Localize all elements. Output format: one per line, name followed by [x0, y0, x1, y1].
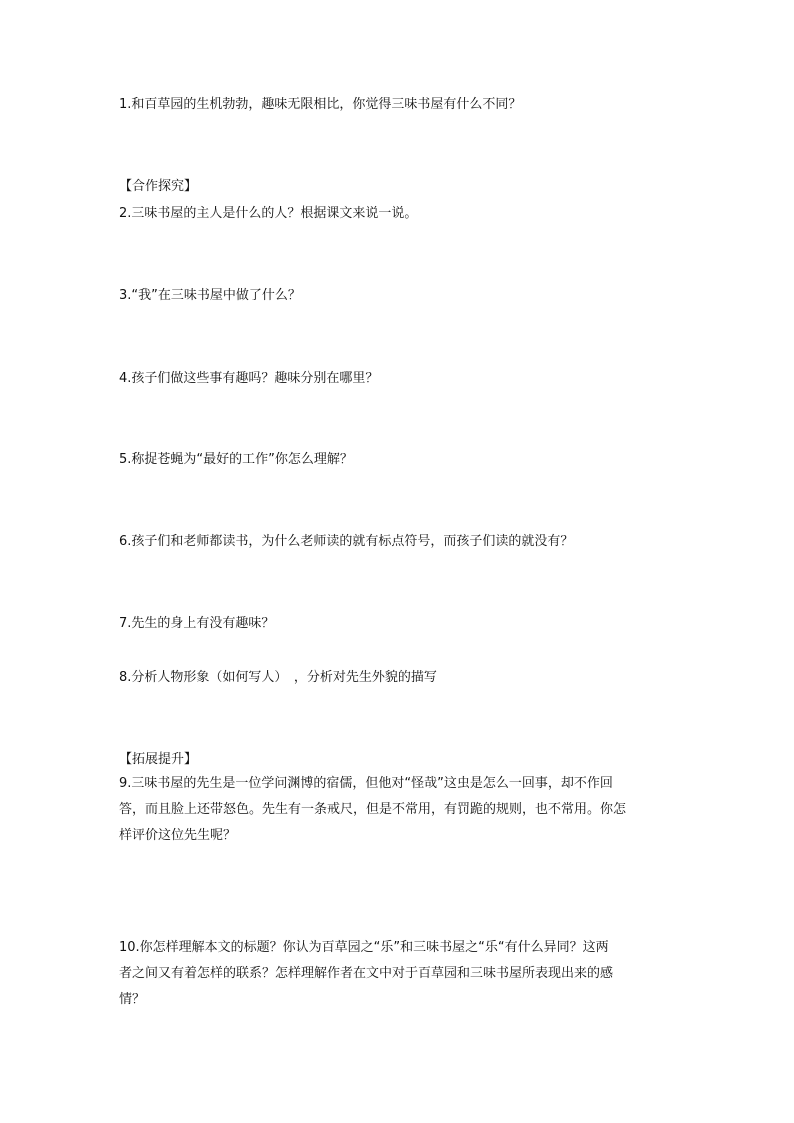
- section-heading-cooperate: 【合作探究】: [119, 179, 198, 194]
- question-7: 7.先生的身上有没有趣味？: [119, 616, 275, 631]
- question-3: 3.“我”在三味书屋中做了什么？: [119, 288, 301, 303]
- question-10: [119, 935, 679, 1013]
- question-2: 2.三味书屋的主人是什么的人？根据课文来说一说。: [119, 206, 418, 221]
- question-6: 6.孩子们和老师都读书，为什么老师读的就有标点符号，而孩子们读的就没有？: [119, 534, 574, 549]
- question-1: 1.和百草园的生机勃勃，趣味无限相比，你觉得三味书屋有什么不同？: [119, 97, 522, 112]
- question-10-line-2: 者之间又有着怎样的联系？怎样理解作者在文中对于百草园和三味书屋所表现出来的感: [119, 966, 614, 981]
- question-9-line-2: 答，而且脸上还带怒色。先生有一条戒尺，但是不常用，有罚跪的规则，也不常用。你怎: [119, 802, 627, 817]
- question-9: [119, 771, 679, 849]
- question-8: 8.分析人物形象（如何写人） ，分析对先生外貌的描写: [119, 670, 437, 685]
- question-5: 5.称捉苍蝇为“最好的工作”你怎么理解？: [119, 452, 353, 467]
- question-9-line-1: 9.三味书屋的先生是一位学问渊博的宿儒，但他对“怪哉”这虫是怎么一回事，却不作回: [119, 776, 613, 791]
- question-10-line-3: 情？: [119, 992, 146, 1007]
- question-10-line-1: 10.你怎样理解本文的标题？你认为百草园之“乐”和三味书屋之“乐“有什么异同？这两: [119, 940, 609, 955]
- question-4: 4.孩子们做这些事有趣吗？趣味分别在哪里？: [119, 371, 379, 386]
- question-9-line-3: 样评价这位先生呢？: [119, 828, 237, 843]
- section-heading-extend: 【拓展提升】: [119, 752, 198, 767]
